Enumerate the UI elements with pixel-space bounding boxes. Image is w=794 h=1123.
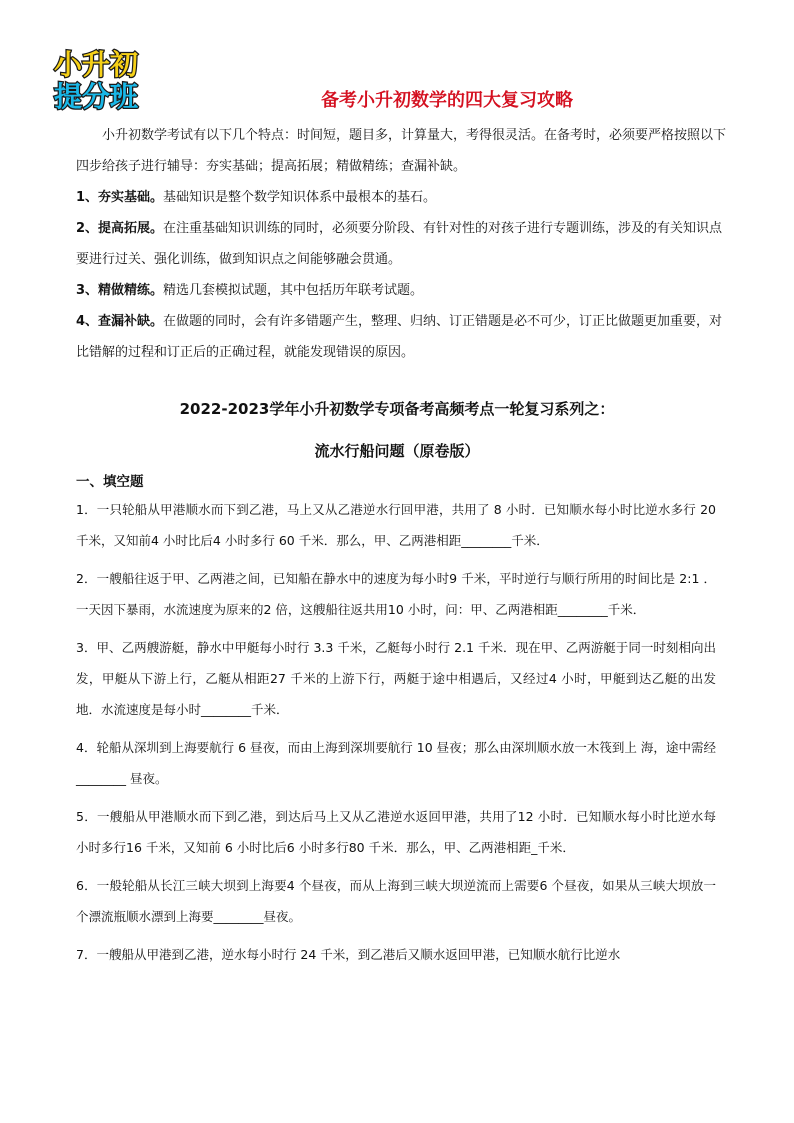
step-3 (76, 275, 734, 306)
question-4: 4．轮船从深圳到上海要航行 6 昼夜，而由上海到深圳要航行 10 昼夜；那么由深圳顺水放一木筏到上 海，途中需经 ________ 昼夜。 (76, 740, 716, 786)
step-2 (76, 213, 734, 275)
intro-lead: 小升初数学考试有以下几个特点：时间短，题目多，计算量大，考得很灵活。在备考时，必须要严格按照以下四步给孩子进行辅导：夯实基础；提高拓展；精做精练；查漏补缺。 (76, 128, 727, 174)
step-2-key: 2、提高拓展。 (76, 221, 164, 236)
question-3: 3．甲、乙两艘游艇，静水中甲艇每小时行 3.3 千米，乙艇每小时行 2.1 千米．现在甲、乙两游艇于同一时刻相向出发，甲艇从下游上行，乙艇从相距27 千米的上游下行，两艇于途中相遇后，又经过4 小时，甲艇到达乙艇的出发地．水流速度是每小时________千米． (76, 640, 716, 717)
step-2-text: 在注重基础知识训练的同时，必须要分阶段、有针对性的对孩子进行专题训练，涉及的有关知识点要进行过关、强化训练，做到知识点之间能够融会贯通。 (76, 221, 723, 267)
questions-section (76, 470, 716, 977)
step-1 (76, 182, 734, 213)
question-5: 5．一艘船从甲港顺水而下到乙港，到达后马上又从乙港逆水返回甲港，共用了12 小时．已知顺水每小时比逆水每小时多行16 千米，又知前 6 小时比后6 小时多行80 千米．那么，甲、乙两港相距_千米． (76, 809, 716, 855)
question-7: 7．一艘船从甲港到乙港，逆水每小时行 24 千米，到乙港后又顺水返回甲港，已知顺水航行比逆水 (76, 947, 621, 962)
logo-line1: 小升初 (54, 48, 139, 81)
step-3-text: 精选几套模拟试题，其中包括历年联考试题。 (163, 283, 424, 298)
question-1: 1．一只轮船从甲港顺水而下到乙港，马上又从乙港逆水行回甲港，共用了 8 小时．已知顺水每小时比逆水多行 20 千米，又知前4 小时比后4 小时多行 60 千米．那么，甲、乙两港相距________千米． (76, 502, 716, 548)
intro-section (76, 120, 734, 368)
page-title: 备考小升初数学的四大复习攻略 (321, 90, 573, 111)
question-6: 6．一般轮船从长江三峡大坝到上海要4 个昼夜，而从上海到三峡大坝逆流而上需要6 个昼夜，如果从三峡大坝放一个漂流瓶顺水漂到上海要________昼夜。 (76, 878, 716, 924)
question-2: 2．一艘船往返于甲、乙两港之间，已知船在静水中的速度为每小时9 千米，平时逆行与顺行所用的时间比是 2:1 ．一天因下暴雨，水流速度为原来的2 倍，这艘船往返共用10 小时，问：甲、乙两港相距________千米． (76, 571, 716, 617)
series-subtitle: 流水行船问题（原卷版） (314, 442, 480, 460)
section-heading: 一、填空题 (76, 474, 144, 490)
step-4-text: 在做题的同时，会有许多错题产生，整理、归纳、订正错题是必不可少，订正比做题更加重要，对比错解的过程和订正后的正确过程，就能发现错误的原因。 (76, 314, 723, 360)
step-1-key: 1、夯实基础。 (76, 190, 164, 205)
logo-line2: 提分班 (54, 80, 139, 113)
step-1-text: 基础知识是整个数学知识体系中最根本的基石。 (163, 190, 437, 205)
step-4-key: 4、查漏补缺。 (76, 314, 164, 329)
series-title: 2022-2023学年小升初数学专项备考高频考点一轮复习系列之： (179, 400, 615, 418)
step-4 (76, 306, 734, 368)
step-3-key: 3、精做精练。 (76, 283, 164, 298)
